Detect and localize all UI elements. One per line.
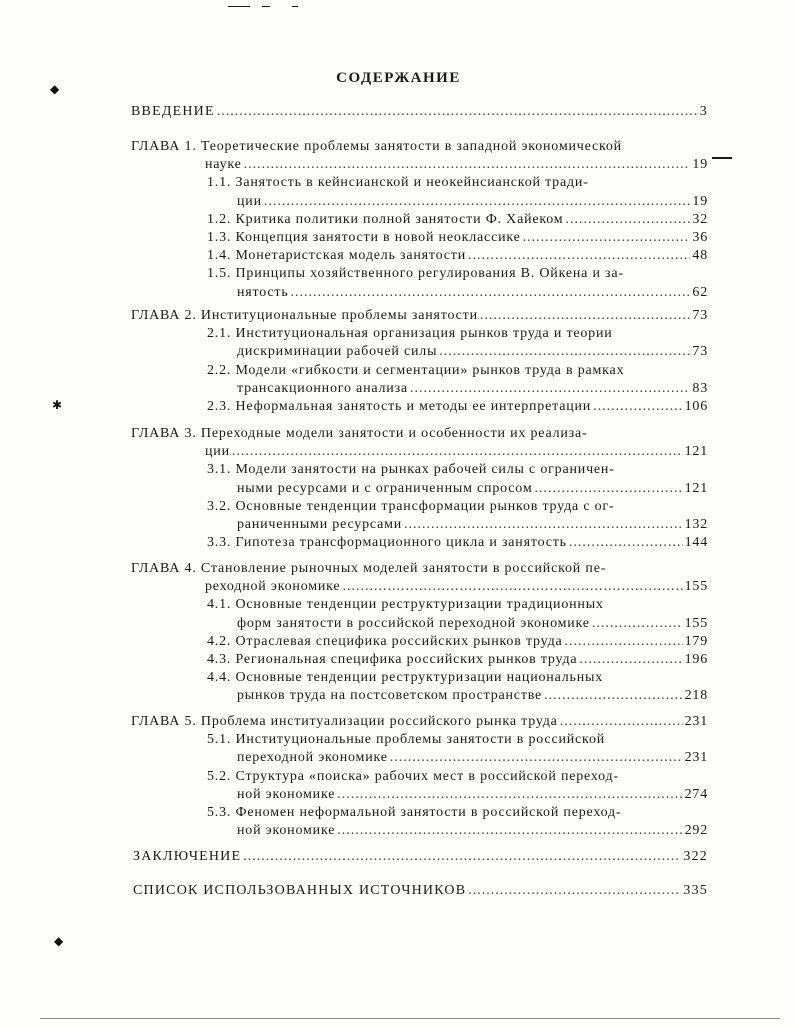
toc-section	[237, 343, 708, 361]
toc-chapter-text: ГЛАВА 2. Институциональные проблемы занятости	[131, 308, 478, 323]
toc-chapter-text: ГЛАВА 5. Проблема институализации российского рынка труда	[131, 714, 558, 729]
page-number: 335	[683, 883, 708, 898]
page-number: 274	[684, 786, 708, 802]
toc-section	[207, 265, 708, 283]
page-number: 179	[684, 633, 708, 649]
page-number: 106	[684, 399, 708, 414]
page-number: 19	[692, 157, 708, 173]
toc-section-text: 5.2. Структура «поиска» рабочих мест в российской переход-	[207, 768, 619, 784]
toc-section-text: ными ресурсами и с ограниченным спросом	[237, 480, 533, 496]
dot-leader	[592, 615, 683, 633]
toc-section-text: 1.5. Принципы хозяйственного регулирования В. Ойкена и за-	[207, 266, 624, 282]
toc-section-text: 4.3. Региональная специфика российских рынков труда	[207, 652, 578, 667]
dot-leader	[404, 516, 683, 534]
page-number: 132	[684, 517, 708, 532]
dot-leader	[232, 443, 683, 461]
toc-chapter	[131, 713, 708, 731]
toc-references	[133, 882, 708, 900]
page-number: 48	[692, 248, 708, 264]
toc-conclusion	[133, 848, 708, 866]
dot-leader	[560, 713, 683, 731]
toc-section-text: трансакционного анализа	[237, 380, 408, 396]
page-number: 144	[684, 535, 708, 551]
page-number: 196	[684, 652, 708, 667]
dot-leader	[593, 398, 682, 416]
toc-section	[207, 325, 708, 343]
scan-mark-bottom	[40, 1018, 780, 1019]
toc-chapter-text: реходной экономике	[205, 579, 341, 595]
toc-conclusion-text: ЗАКЛЮЧЕНИЕ	[133, 849, 242, 864]
toc-section	[207, 398, 708, 416]
toc-section-text: переходной экономике	[237, 750, 388, 766]
scan-mark-top	[262, 6, 270, 7]
scan-mark-right	[712, 157, 732, 159]
toc-section	[207, 498, 708, 516]
toc-section-text: 4.2. Отраслевая специфика российских рынков труда	[207, 633, 563, 649]
toc-section	[207, 229, 708, 247]
page-number: 121	[684, 444, 708, 460]
scan-mark-top	[292, 6, 298, 7]
page-number: 322	[683, 849, 708, 864]
page-number: 3	[699, 104, 708, 119]
punch-hole-mark: ◆	[50, 82, 60, 96]
toc-section-text: 5.3. Феномен неформальной занятости в российской переход-	[207, 805, 622, 820]
toc-section-text: 1.3. Концепция занятости в новой неоклассике	[207, 230, 521, 245]
toc-chapter-text: ции	[205, 444, 230, 460]
toc-section-text: 2.2. Модели «гибкости и сегментации» рынков труда в рамках	[207, 362, 625, 378]
toc-section	[237, 516, 708, 534]
page-title: СОДЕРЖАНИЕ	[336, 70, 461, 86]
page-number: 19	[692, 193, 708, 209]
toc-section-text: 1.4. Монетаристская модель занятости	[207, 248, 467, 264]
toc-section-text: 1.2. Критика политики полной занятости Ф. Хайеком	[207, 211, 564, 227]
page-number: 73	[692, 308, 708, 323]
toc-section	[207, 247, 708, 265]
toc-section-text: нятость	[237, 284, 289, 300]
punch-hole-mark: ✱	[52, 398, 63, 412]
dot-leader	[243, 848, 681, 866]
toc-chapter-text: ГЛАВА 4. Становление рыночных моделей занятости в российской пе-	[131, 561, 607, 576]
toc-chapter	[205, 156, 708, 174]
dot-leader	[523, 229, 691, 247]
page-number: 32	[692, 211, 708, 227]
dot-leader	[569, 534, 683, 552]
page-number: 83	[692, 380, 708, 396]
page-number: 231	[684, 714, 708, 729]
dot-leader	[579, 651, 682, 669]
toc-section-text: рынков труда на постсоветском пространстве	[237, 688, 543, 704]
toc-section	[237, 615, 708, 633]
dot-leader	[217, 103, 698, 121]
toc-section-text: форм занятости в российской переходной экономике	[237, 615, 590, 631]
toc-section	[207, 633, 708, 651]
dot-leader	[410, 380, 690, 398]
toc-intro-text: ВВЕДЕНИЕ	[131, 104, 215, 119]
toc-section-text: 3.1. Модели занятости на рынках рабочей силы с ограничен-	[207, 462, 615, 478]
dot-leader	[439, 343, 690, 361]
toc-section-text: 3.3. Гипотеза трансформационного цикла и занятость	[207, 535, 567, 551]
toc-section	[237, 284, 708, 302]
page-number: 36	[692, 230, 708, 245]
dot-leader	[337, 822, 682, 840]
toc-chapter	[131, 307, 708, 325]
toc-section-text: 2.1. Институциональная организация рынков труда и теории	[207, 326, 613, 342]
dot-leader	[565, 211, 690, 229]
toc-section	[237, 749, 708, 767]
dot-leader	[468, 247, 690, 265]
page-number: 218	[684, 688, 708, 704]
toc-chapter	[205, 578, 708, 596]
toc-section	[237, 380, 708, 398]
dot-leader	[480, 307, 691, 325]
toc-section	[207, 768, 708, 786]
toc-chapter-text: науке	[205, 157, 242, 173]
toc-section-text: 4.4. Основные тенденции реструктуризации национальных	[207, 670, 604, 686]
toc-section	[207, 362, 708, 380]
dot-leader	[544, 687, 683, 705]
toc-section	[207, 534, 708, 552]
toc-section-text: дискриминации рабочей силы	[237, 344, 438, 360]
dot-leader	[468, 882, 681, 900]
page-number: 62	[692, 284, 708, 300]
toc-section	[207, 804, 708, 822]
toc-section-text: ции	[237, 193, 262, 209]
toc-chapter	[131, 138, 708, 156]
dot-leader	[565, 633, 683, 651]
toc-section	[207, 731, 708, 749]
toc-section	[207, 651, 708, 669]
toc-chapter-text: ГЛАВА 3. Переходные модели занятости и особенности их реализа-	[131, 426, 588, 441]
page-number: 155	[684, 615, 708, 631]
toc-section	[237, 480, 708, 498]
page-number: 292	[684, 823, 708, 839]
toc-chapter-text: ГЛАВА 1. Теоретические проблемы занятости в западной экономической	[131, 139, 622, 154]
toc-section	[237, 786, 708, 804]
toc-intro	[131, 103, 708, 121]
scan-mark-top	[228, 6, 250, 7]
toc-section-text: 3.2. Основные тенденции трансформации рынков труда с ог-	[207, 498, 615, 514]
toc-chapter	[131, 425, 708, 443]
dot-leader	[291, 284, 691, 302]
punch-hole-mark: ◆	[54, 934, 64, 948]
toc-section-text: 1.1. Занятость в кейнсианской и неокейнсианской тради-	[207, 175, 589, 191]
page-number: 231	[684, 750, 708, 766]
toc-section-text: 4.1. Основные тенденции реструктуризации традиционных	[207, 597, 604, 613]
toc-section	[207, 669, 708, 687]
dot-leader	[244, 156, 691, 174]
dot-leader	[342, 578, 682, 596]
toc-section	[207, 596, 708, 614]
dot-leader	[390, 749, 683, 767]
page-number: 121	[684, 480, 708, 496]
toc-section-text: ной экономике	[237, 786, 336, 802]
dot-leader	[337, 786, 682, 804]
toc-section	[237, 822, 708, 840]
toc-references-text: СПИСОК ИСПОЛЬЗОВАННЫХ ИСТОЧНИКОВ	[133, 883, 467, 898]
toc-chapter	[205, 443, 708, 461]
page-number: 155	[684, 579, 708, 595]
toc-section	[207, 211, 708, 229]
toc-section-text: раниченными ресурсами	[237, 517, 403, 532]
toc-section	[207, 461, 708, 479]
page-number: 73	[692, 344, 708, 360]
toc-chapter	[131, 560, 708, 578]
toc-section	[237, 687, 708, 705]
toc-section-text: 5.1. Институциональные проблемы занятости в российской	[207, 732, 606, 748]
dot-leader	[535, 480, 683, 498]
toc-section	[207, 174, 708, 192]
toc-section-text: 2.3. Неформальная занятость и методы ее интерпретации	[207, 399, 592, 414]
toc-section-text: ной экономике	[237, 823, 336, 839]
dot-leader	[264, 193, 691, 211]
toc-section	[237, 193, 708, 211]
